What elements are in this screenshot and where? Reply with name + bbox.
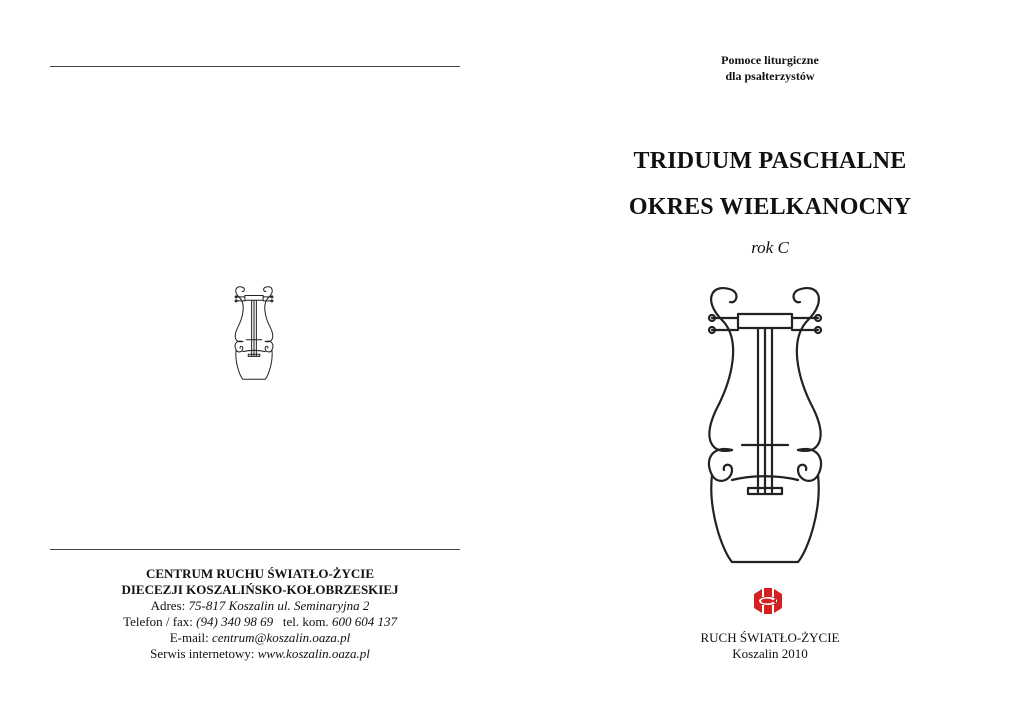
lyre-icon (692, 280, 838, 570)
organization-block (610, 630, 930, 662)
organization-name: RUCH ŚWIATŁO-ŻYCIE (700, 630, 840, 645)
publisher-phone: Telefon / fax: (94) 340 98 69 tel. kom. 600 604 137 (123, 614, 397, 629)
top-divider (50, 66, 460, 67)
publisher-website[interactable]: Serwis internetowy: www.koszalin.oaza.pl (150, 646, 370, 661)
fish-logo-icon (752, 586, 784, 616)
publication-place-year: Koszalin 2010 (732, 646, 808, 661)
lyre-icon (226, 284, 282, 382)
liturgical-year: rok C (751, 238, 789, 257)
publisher-email[interactable]: E-mail: centrum@koszalin.oaza.pl (169, 630, 351, 645)
series-label: Pomoce liturgiczne dla psałterzystów (721, 53, 819, 83)
publisher-address: Adres: 75-817 Koszalin ul. Seminaryjna 2 (150, 598, 370, 613)
publisher-name: CENTRUM RUCHU ŚWIATŁO-ŻYCIE (145, 566, 374, 581)
publisher-block (60, 566, 460, 662)
bottom-divider (50, 549, 460, 550)
title-line-1: TRIDUUM PASCHALNE (633, 148, 907, 174)
title-line-2: OKRES WIELKANOCNY (628, 194, 912, 220)
publisher-diocese: DIECEZJI KOSZALIŃSKO-KOŁOBRZESKIEJ (121, 582, 399, 597)
